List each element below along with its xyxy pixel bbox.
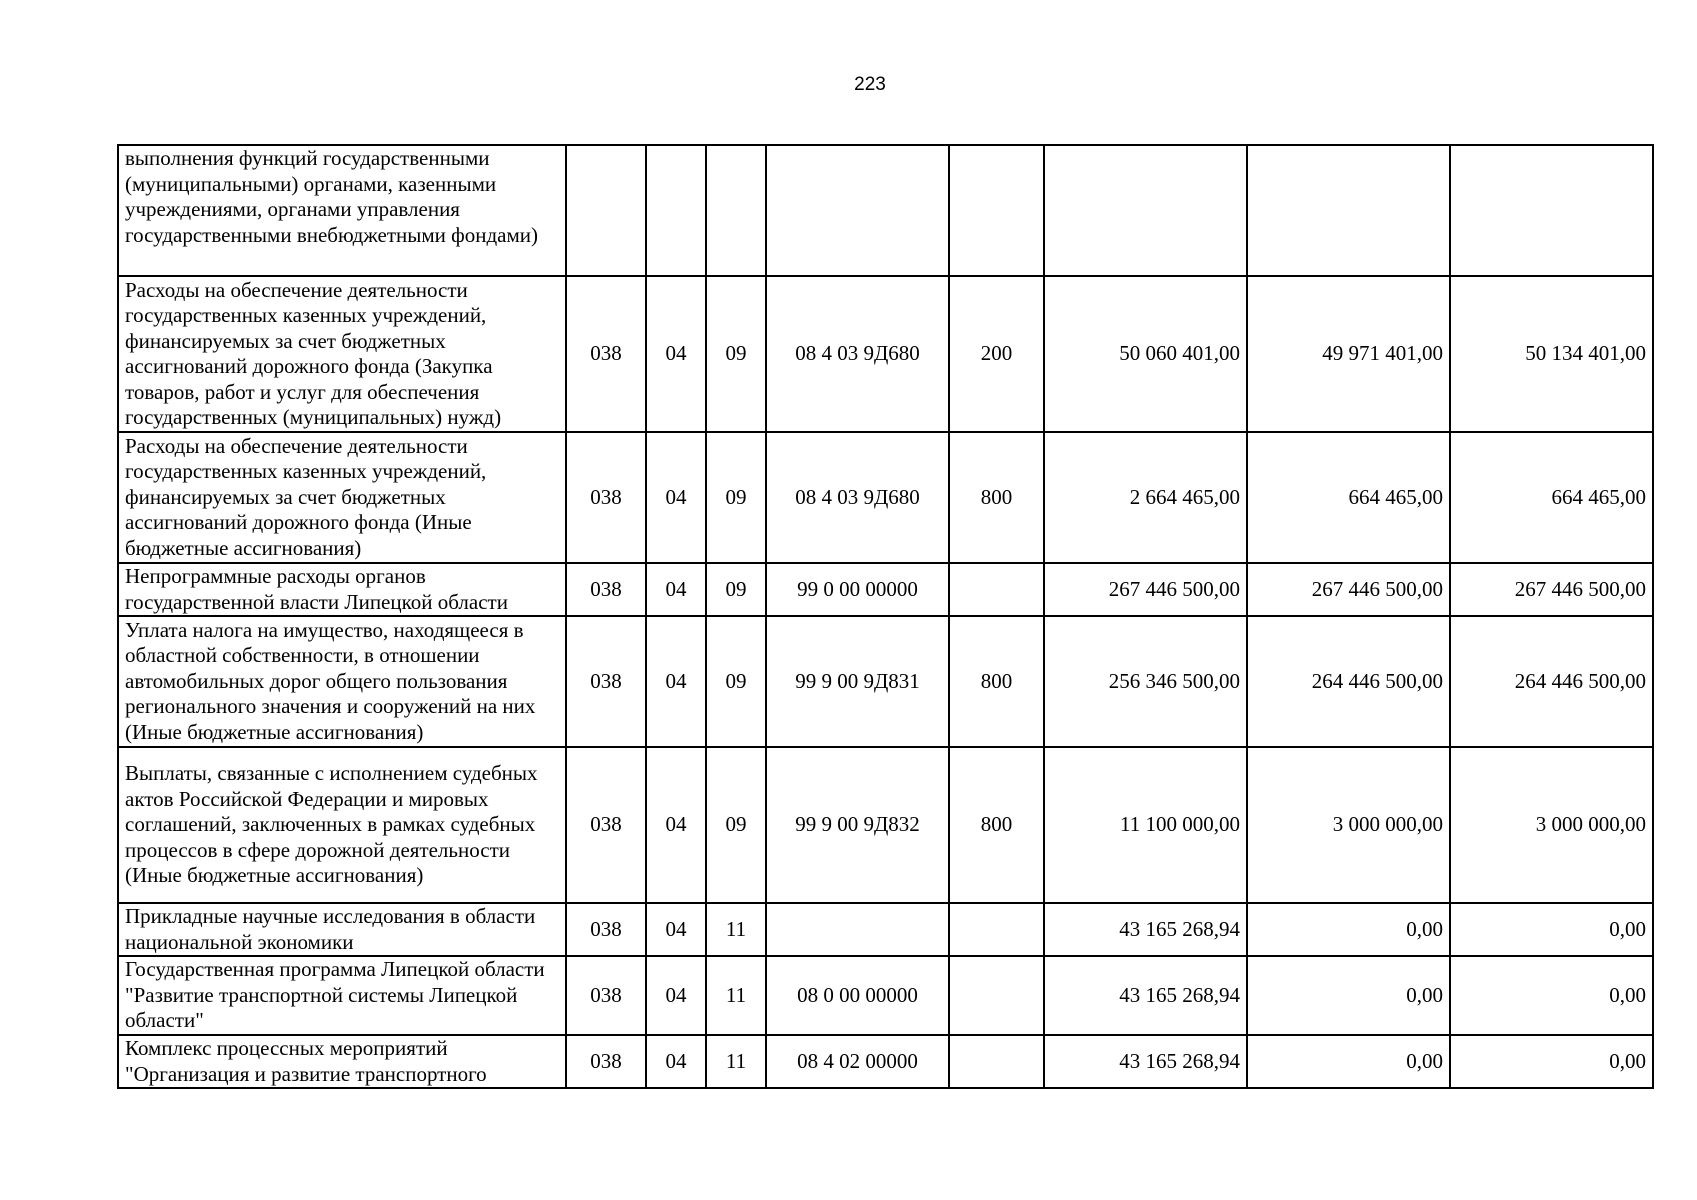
amount-year3-cell: 0,00 <box>1450 1035 1653 1088</box>
description-cell: Уплата налога на имущество, находящееся в областной собственности, в отношении автомобильных дорог общего пользования регионального значения и сооружений на них (Иные бюджетные ассигнования) <box>118 616 566 747</box>
amount-year2-cell: 0,00 <box>1247 903 1450 956</box>
admin-code-cell: 038 <box>566 432 646 563</box>
section-code-cell: 04 <box>646 616 706 747</box>
subsection-code-cell: 09 <box>706 432 766 563</box>
amount-year1-cell: 43 165 268,94 <box>1044 956 1247 1035</box>
target-article-cell: 08 4 03 9Д680 <box>766 276 949 432</box>
subsection-code-cell: 11 <box>706 1035 766 1088</box>
table-row <box>118 956 1653 1035</box>
expense-type-cell: 200 <box>949 276 1044 432</box>
table-row <box>118 903 1653 956</box>
target-article-cell: 99 9 00 9Д832 <box>766 747 949 903</box>
amount-year2-cell: 664 465,00 <box>1247 432 1450 563</box>
target-article-cell: 99 9 00 9Д831 <box>766 616 949 747</box>
section-code-cell: 04 <box>646 903 706 956</box>
amount-year1-cell: 256 346 500,00 <box>1044 616 1247 747</box>
budget-table <box>117 144 1654 1089</box>
amount-year3-cell: 0,00 <box>1450 903 1653 956</box>
amount-year1-cell: 267 446 500,00 <box>1044 563 1247 616</box>
amount-year2-cell: 3 000 000,00 <box>1247 747 1450 903</box>
description-cell: Прикладные научные исследования в области национальной экономики <box>118 903 566 956</box>
description-cell: Непрограммные расходы органов государственной власти Липецкой области <box>118 563 566 616</box>
table-row <box>118 563 1653 616</box>
table-row <box>118 747 1653 903</box>
table-row <box>118 145 1653 276</box>
description-cell: Расходы на обеспечение деятельности государственных казенных учреждений, финансируемых за счет бюджетных ассигнований дорожного фонда (Закупка товаров, работ и услуг для обеспечения государственных (муниципальных) нужд) <box>118 276 566 432</box>
amount-year2-cell: 0,00 <box>1247 1035 1450 1088</box>
expense-type-cell: 800 <box>949 432 1044 563</box>
expense-type-cell <box>949 145 1044 276</box>
amount-year3-cell: 50 134 401,00 <box>1450 276 1653 432</box>
target-article-cell: 99 0 00 00000 <box>766 563 949 616</box>
section-code-cell: 04 <box>646 956 706 1035</box>
expense-type-cell <box>949 903 1044 956</box>
admin-code-cell <box>566 145 646 276</box>
admin-code-cell: 038 <box>566 616 646 747</box>
section-code-cell: 04 <box>646 276 706 432</box>
admin-code-cell: 038 <box>566 903 646 956</box>
amount-year1-cell: 50 060 401,00 <box>1044 276 1247 432</box>
amount-year1-cell: 2 664 465,00 <box>1044 432 1247 563</box>
amount-year1-cell: 43 165 268,94 <box>1044 903 1247 956</box>
admin-code-cell: 038 <box>566 747 646 903</box>
amount-year3-cell: 3 000 000,00 <box>1450 747 1653 903</box>
section-code-cell: 04 <box>646 747 706 903</box>
description-cell: Комплекс процессных мероприятий "Организация и развитие транспортного <box>118 1035 566 1088</box>
table-row <box>118 1035 1653 1088</box>
subsection-code-cell: 11 <box>706 903 766 956</box>
amount-year1-cell: 11 100 000,00 <box>1044 747 1247 903</box>
amount-year2-cell: 49 971 401,00 <box>1247 276 1450 432</box>
section-code-cell: 04 <box>646 563 706 616</box>
amount-year1-cell <box>1044 145 1247 276</box>
admin-code-cell: 038 <box>566 1035 646 1088</box>
admin-code-cell: 038 <box>566 563 646 616</box>
subsection-code-cell: 09 <box>706 276 766 432</box>
table-row <box>118 432 1653 563</box>
subsection-code-cell: 09 <box>706 747 766 903</box>
section-code-cell: 04 <box>646 432 706 563</box>
subsection-code-cell: 11 <box>706 956 766 1035</box>
expense-type-cell <box>949 1035 1044 1088</box>
amount-year3-cell <box>1450 145 1653 276</box>
subsection-code-cell: 09 <box>706 616 766 747</box>
amount-year3-cell: 0,00 <box>1450 956 1653 1035</box>
table-row <box>118 276 1653 432</box>
section-code-cell: 04 <box>646 1035 706 1088</box>
target-article-cell <box>766 903 949 956</box>
description-cell: Государственная программа Липецкой области "Развитие транспортной системы Липецкой области" <box>118 956 566 1035</box>
amount-year1-cell: 43 165 268,94 <box>1044 1035 1247 1088</box>
target-article-cell: 08 0 00 00000 <box>766 956 949 1035</box>
description-cell: Расходы на обеспечение деятельности государственных казенных учреждений, финансируемых за счет бюджетных ассигнований дорожного фонда (Иные бюджетные ассигнования) <box>118 432 566 563</box>
description-cell: выполнения функций государственными (муниципальными) органами, казенными учреждениями, органами управления государственными внебюджетными фондами) <box>118 145 566 276</box>
target-article-cell <box>766 145 949 276</box>
amount-year3-cell: 267 446 500,00 <box>1450 563 1653 616</box>
expense-type-cell: 800 <box>949 616 1044 747</box>
amount-year2-cell <box>1247 145 1450 276</box>
amount-year2-cell: 264 446 500,00 <box>1247 616 1450 747</box>
amount-year3-cell: 664 465,00 <box>1450 432 1653 563</box>
expense-type-cell <box>949 956 1044 1035</box>
target-article-cell: 08 4 03 9Д680 <box>766 432 949 563</box>
subsection-code-cell <box>706 145 766 276</box>
table-body <box>118 145 1653 1088</box>
table-row <box>118 616 1653 747</box>
section-code-cell <box>646 145 706 276</box>
expense-type-cell <box>949 563 1044 616</box>
admin-code-cell: 038 <box>566 276 646 432</box>
subsection-code-cell: 09 <box>706 563 766 616</box>
amount-year2-cell: 0,00 <box>1247 956 1450 1035</box>
amount-year2-cell: 267 446 500,00 <box>1247 563 1450 616</box>
admin-code-cell: 038 <box>566 956 646 1035</box>
amount-year3-cell: 264 446 500,00 <box>1450 616 1653 747</box>
description-cell: Выплаты, связанные с исполнением судебных актов Российской Федерации и мировых соглашений, заключенных в рамках судебных процессов в сфере дорожной деятельности (Иные бюджетные ассигнования) <box>118 747 566 903</box>
expense-type-cell: 800 <box>949 747 1044 903</box>
page-number: 223 <box>854 74 886 95</box>
target-article-cell: 08 4 02 00000 <box>766 1035 949 1088</box>
